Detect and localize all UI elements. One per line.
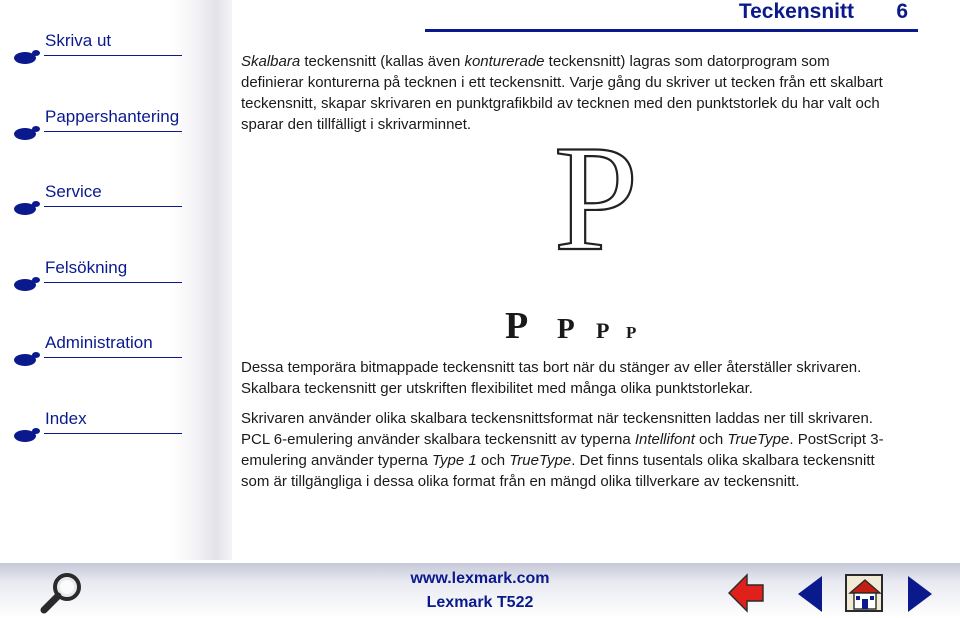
footer-link-lexmark[interactable]: www.lexmark.com <box>410 570 550 587</box>
arrow-right-icon[interactable] <box>904 573 936 615</box>
text-segment: TrueType <box>727 431 790 448</box>
bitmap-glyph-large: P <box>505 305 529 346</box>
sidebar-item-underline <box>44 55 182 56</box>
text-segment: . PostScript 3-emulering använder typerna <box>241 431 884 469</box>
text-segment: och <box>694 431 728 448</box>
sidebar-item-felsokning[interactable] <box>12 258 182 298</box>
sidebar-bullet-icon <box>12 124 44 144</box>
bitmap-glyph-medium: P <box>557 313 575 345</box>
bitmap-p-illustration <box>505 302 645 346</box>
sidebar-bullet-icon <box>12 350 44 370</box>
sidebar-bullet-icon <box>12 199 44 219</box>
sidebar-item-service[interactable] <box>12 182 182 222</box>
sidebar-item-label: Pappershantering <box>45 107 180 126</box>
bitmap-glyph-small: P <box>596 318 610 343</box>
sidebar-bullet-icon <box>12 426 44 446</box>
sidebar-item-underline <box>44 433 182 434</box>
sidebar-item-administration[interactable] <box>12 333 182 373</box>
magnifier-icon[interactable] <box>38 570 88 614</box>
page-number: 6 <box>896 0 908 23</box>
page-title: Teckensnitt <box>738 0 854 23</box>
sidebar-item-underline <box>44 206 182 207</box>
outline-p-illustration <box>551 141 641 256</box>
sidebar-item-label: Service <box>45 182 102 201</box>
header-rule <box>425 29 918 32</box>
sidebar-item-label: Administration <box>45 333 153 352</box>
sidebar-item-label: Felsökning <box>45 258 128 277</box>
sidebar-item-skriva-ut[interactable] <box>12 31 182 71</box>
text-segment: teckensnitt (kallas även <box>300 53 465 70</box>
sidebar-item-underline <box>44 282 182 283</box>
text-segment: Type 1 <box>431 452 477 469</box>
text-segment: . Det finns tusentals olika skalbara teckensnitt som är tillgängliga i dessa olika format från en mängd olika tillverkare av teckensnitt. <box>241 452 875 490</box>
house-icon[interactable] <box>842 571 888 615</box>
sidebar-item-underline <box>44 131 182 132</box>
sidebar-bullet-icon <box>12 48 44 68</box>
arrow-left-icon[interactable] <box>794 573 826 615</box>
text-segment: teckensnitt) lagras som datorprogram som definierar konturerna på tecknen i ett teckensnitt. Varje gång du skriver ut tecken från ett skalbart teckensnitt, skapar skrivaren en punktgrafikbild av tecknen med den punktstorlek du har valt och sparar den tillfälligt i skrivarminnet. <box>241 53 883 133</box>
bitmap-glyph-smallest: P <box>626 323 637 342</box>
text-segment: Skalbara <box>241 53 301 70</box>
sidebar-item-pappershantering[interactable] <box>12 107 182 147</box>
outline-glyph: P <box>553 141 639 256</box>
red-arrow-left-icon[interactable] <box>727 572 765 614</box>
formats-paragraph <box>241 408 891 492</box>
intro-paragraph <box>241 51 891 135</box>
text-segment: Skrivaren använder olika skalbara teckensnittsformat när teckensnitten laddas ner till skrivaren. PCL 6-emulering använder skalbara teckensnitt av typerna <box>241 410 873 448</box>
sidebar-item-label: Skriva ut <box>45 31 112 50</box>
text-segment: TrueType <box>509 452 572 469</box>
sidebar-item-underline <box>44 357 182 358</box>
sidebar-item-index[interactable] <box>12 409 182 449</box>
bitmap-paragraph: Dessa temporära bitmappade teckensnitt tas bort när du stänger av eller återställer skrivaren. Skalbara teckensnitt ger utskriften flexibilitet med många olika punktstorlekar. <box>241 359 862 397</box>
sidebar-item-label: Index <box>45 409 87 428</box>
text-segment: och <box>476 452 510 469</box>
footer-product-name: Lexmark T522 <box>426 594 534 611</box>
sidebar-bullet-icon <box>12 275 44 295</box>
text-segment: Intellifont <box>634 431 695 448</box>
text-segment: konturerade <box>464 53 545 70</box>
